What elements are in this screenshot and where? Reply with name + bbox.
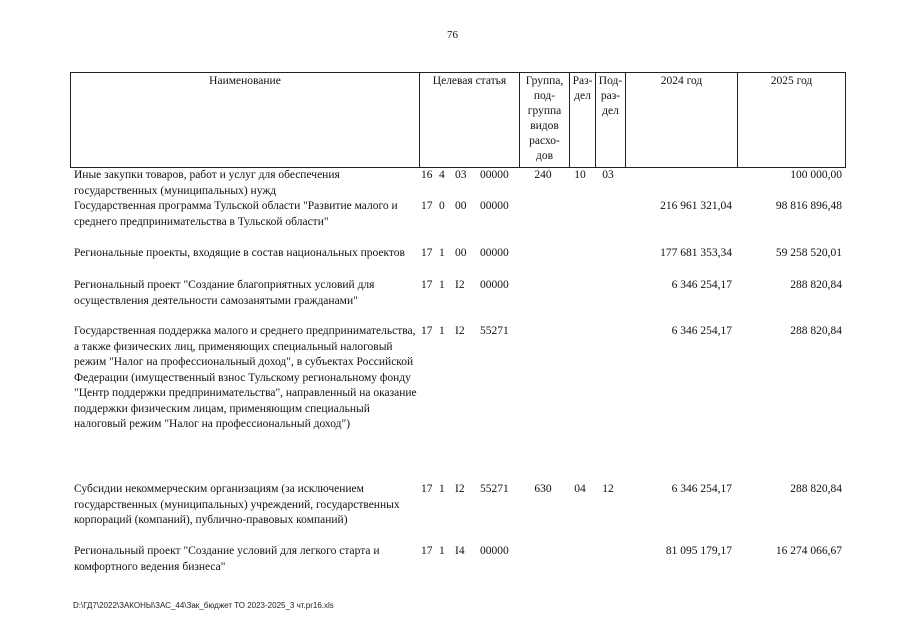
- header-expense-group: Группа, под- группа видов расхо- дов: [520, 73, 570, 168]
- row-amount-2025: 59 258 520,01: [775, 247, 842, 259]
- row-target-event: I2: [455, 325, 465, 337]
- row-name: Иные закупки товаров, работ и услуг для обеспечения государственных (муниципальных) нужд: [74, 169, 340, 197]
- row-target-event: 00: [455, 200, 467, 212]
- row-amount-2024: 6 346 254,17: [671, 279, 732, 291]
- row-target-program: 17: [421, 247, 433, 259]
- header-year-2025: 2025 год: [738, 73, 846, 168]
- row-subsection: 03: [602, 169, 614, 181]
- row-target-subprogram: 1: [439, 247, 445, 259]
- row-target-program: 17: [421, 483, 433, 495]
- file-path-footer: D:\ГД7\2022\ЗАКОНЫ\ЗАС_44\Зак_бюджет ТО 2023-2025_3 чт.pr16.xls: [73, 601, 334, 610]
- row-amount-2024: 6 346 254,17: [671, 325, 732, 337]
- row-amount-2024: 216 961 321,04: [660, 200, 732, 212]
- header-name: Наименование: [71, 73, 420, 168]
- row-target-direction: 00000: [480, 169, 509, 181]
- row-target-event: 00: [455, 247, 467, 259]
- row-amount-2025: 100 000,00: [790, 169, 842, 181]
- row-target-direction: 55271: [480, 325, 509, 337]
- row-target-direction: 00000: [480, 279, 509, 291]
- row-amount-2024: 177 681 353,34: [660, 247, 732, 259]
- row-target-program: 17: [421, 325, 433, 337]
- row-amount-2024: 6 346 254,17: [671, 483, 732, 495]
- row-target-event: I4: [455, 545, 465, 557]
- row-target-program: 17: [421, 200, 433, 212]
- row-target-direction: 00000: [480, 200, 509, 212]
- row-target-subprogram: 1: [439, 545, 445, 557]
- page-number: 76: [447, 29, 458, 41]
- row-amount-2025: 16 274 066,67: [775, 545, 842, 557]
- header-year-2024: 2024 год: [626, 73, 738, 168]
- row-target-event: 03: [455, 169, 467, 181]
- row-name: Государственная программа Тульской области "Развитие малого и среднего предпринимательства в Тульской области": [74, 200, 398, 228]
- row-target-program: 17: [421, 279, 433, 291]
- row-name: Региональные проекты, входящие в состав национальных проектов: [74, 247, 405, 259]
- row-name: Региональный проект "Создание условий для легкого старта и комфортного ведения бизнеса": [74, 545, 380, 573]
- row-amount-2024: 81 095 179,17: [665, 545, 732, 557]
- row-target-direction: 55271: [480, 483, 509, 495]
- row-name: Региональный проект "Создание благоприятных условий для осуществления деятельности самозанятыми гражданами": [74, 279, 375, 307]
- row-target-direction: 00000: [480, 247, 509, 259]
- header-subsection: Под- раз- дел: [596, 73, 626, 168]
- row-name: Государственная поддержка малого и среднего предпринимательства, а также физических лиц, применяющих специальный налоговый режим "Налог на профессиональный доход", в субъектах Российской Федерации (имущественный взнос Тульскому региональному фонду "Центр поддержки предпринимательства", направленный на оказание поддержки физическим лицам, применяющим специальный налоговый режим "Налог на профессиональный доход"): [74, 325, 417, 430]
- row-target-event: I2: [455, 279, 465, 291]
- row-amount-2025: 288 820,84: [790, 279, 842, 291]
- row-amount-2025: 288 820,84: [790, 325, 842, 337]
- row-target-event: I2: [455, 483, 465, 495]
- row-subsection: 12: [602, 483, 614, 495]
- row-target-direction: 00000: [480, 545, 509, 557]
- row-section: 10: [574, 169, 586, 181]
- row-amount-2025: 288 820,84: [790, 483, 842, 495]
- row-expense-group: 240: [534, 169, 552, 181]
- row-amount-2025: 98 816 896,48: [775, 200, 842, 212]
- row-target-subprogram: 1: [439, 325, 445, 337]
- row-section: 04: [574, 483, 586, 495]
- row-target-program: 17: [421, 545, 433, 557]
- row-target-program: 16: [421, 169, 433, 181]
- header-target-article: Целевая статья: [420, 73, 520, 168]
- row-target-subprogram: 4: [439, 169, 445, 181]
- row-expense-group: 630: [534, 483, 552, 495]
- header-section: Раз- дел: [570, 73, 596, 168]
- row-target-subprogram: 0: [439, 200, 445, 212]
- row-target-subprogram: 1: [439, 279, 445, 291]
- row-target-subprogram: 1: [439, 483, 445, 495]
- row-name: Субсидии некоммерческим организациям (за исключением государственных (муниципальных) учреждений, государственных корпораций (компаний), публично-правовых компаний): [74, 483, 400, 526]
